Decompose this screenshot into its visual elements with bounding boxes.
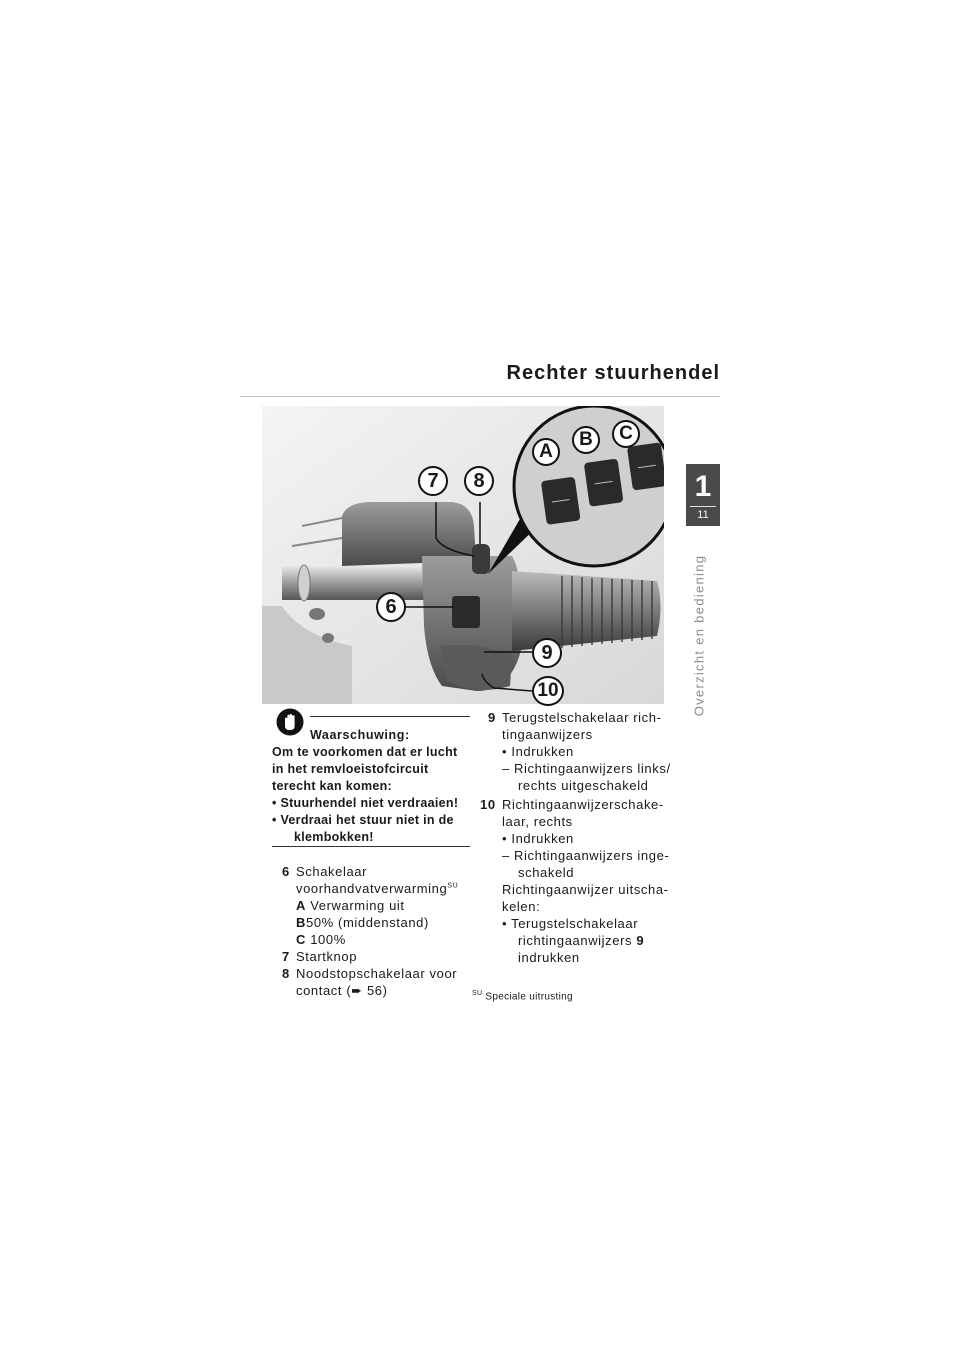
item-10-off-heading-cont: kelen: [502, 899, 541, 914]
warning-line: Om te voorkomen dat er lucht [272, 745, 458, 759]
item-6-label: Schakelaar [296, 864, 368, 879]
item-number-6: 6 [282, 864, 290, 879]
item-8-label-cont: contact (➨ 56) [296, 983, 388, 998]
item-9-label-cont: tingaanwijzers [502, 727, 593, 742]
option-c: C 100% [296, 932, 346, 947]
footnote: $^{SU}$ Speciale uitrusting [472, 990, 573, 1003]
callout-6: 6 [376, 592, 406, 622]
callout-c: C [612, 420, 640, 448]
item-number-7: 7 [282, 949, 290, 964]
item-10-off-bullet: • Terugstelschakelaar [502, 916, 639, 931]
warning-bottom-rule [272, 846, 470, 847]
item-10-off-heading: Richtingaanwijzer uitscha- [502, 882, 669, 897]
item-10-result-cont: schakeld [518, 865, 575, 880]
item-9-result: – Richtingaanwijzers links/ [502, 761, 671, 776]
item-9-label: Terugstelschakelaar rich- [502, 710, 662, 725]
callout-7: 7 [418, 466, 448, 496]
warning-line: in het remvloeistofcircuit [272, 762, 429, 776]
item-number-8: 8 [282, 966, 290, 981]
callout-b: B [572, 426, 600, 454]
warning-bullet-cont: klembokken! [294, 830, 374, 844]
item-9-result-cont: rechts uitgeschakeld [518, 778, 649, 793]
item-10-label: Richtingaanwijzerschake- [502, 797, 664, 812]
page-number: 11 [697, 509, 709, 521]
warning-hand-icon [276, 708, 304, 736]
item-number-9: 9 [488, 710, 496, 725]
item-10-label-cont: laar, rechts [502, 814, 573, 829]
item-10-off-bullet-end: indrukken [518, 950, 580, 965]
callout-9: 9 [532, 638, 562, 668]
item-8-label: Noodstopschakelaar voor [296, 966, 458, 981]
warning-top-rule [310, 716, 470, 717]
chapter-number: 1 [694, 470, 712, 503]
item-10-bullet: • Indrukken [502, 831, 574, 846]
item-9-bullet: • Indrukken [502, 744, 574, 759]
warning-line: terecht kan komen: [272, 779, 393, 793]
item-10-off-bullet-cont: richtingaanwijzers 9 [518, 933, 645, 948]
option-b: B50% (middenstand) [296, 915, 429, 930]
item-6-label-cont: voorhandvatverwarming$^{SU}$ [296, 881, 459, 896]
handlebar-illustration [262, 406, 664, 704]
callout-a: A [532, 438, 560, 466]
item-number-10: 10 [480, 797, 496, 812]
warning-heading: Waarschuwing: [310, 728, 410, 742]
title-divider [240, 396, 720, 397]
item-7-label: Startknop [296, 949, 358, 964]
option-a: A Verwarming uit [296, 898, 405, 913]
callout-10: 10 [532, 676, 564, 706]
page-title: Rechter stuurhendel [506, 362, 720, 384]
chapter-side-label: Overzicht en bediening [691, 554, 707, 717]
warning-bullet: • Stuurhendel niet verdraaien! [272, 796, 459, 810]
item-10-result: – Richtingaanwijzers inge- [502, 848, 670, 863]
special-equipment-mark: SU [447, 882, 459, 890]
callout-8: 8 [464, 466, 494, 496]
chapter-tab-divider [690, 506, 716, 507]
warning-bullet: • Verdraai het stuur niet in de [272, 813, 454, 827]
